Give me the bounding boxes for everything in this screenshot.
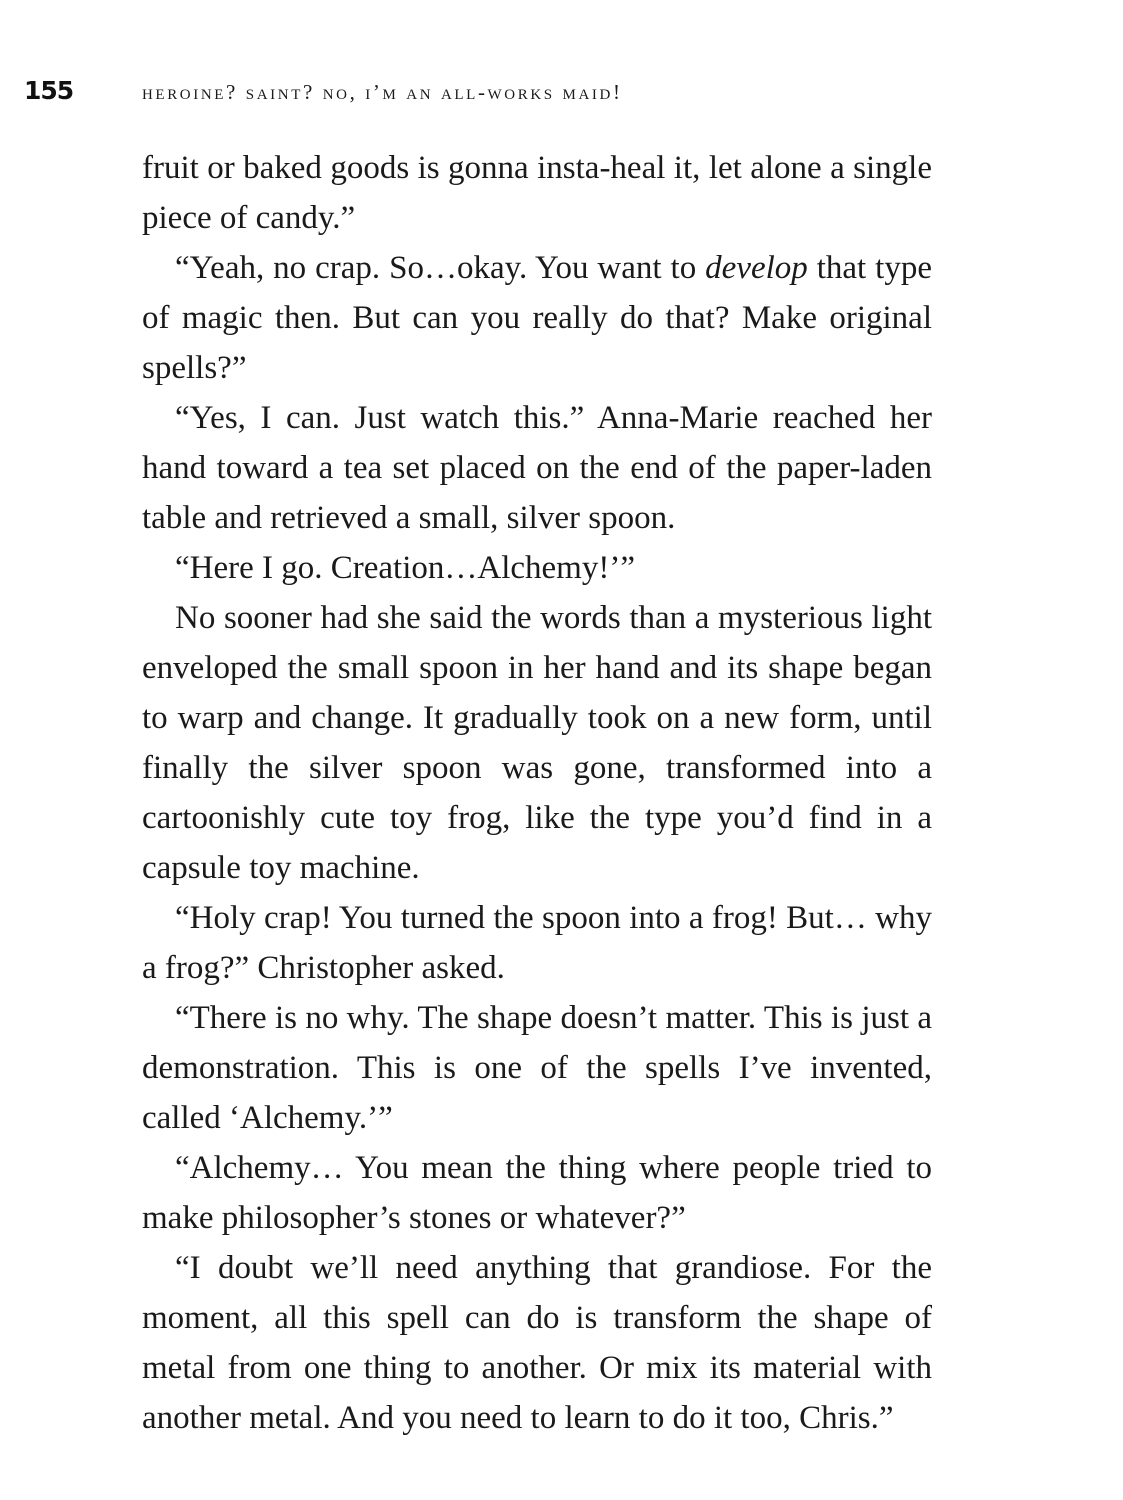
paragraph-5: No sooner had she said the words than a mysterious light enveloped the small spoon in her hand and its shape began to warp and change. It gradually took on a new form, until finally the silver spoon was gone, transformed into a cartoonishly cute toy frog, like the type you’d find in a capsule toy machine. — [142, 600, 932, 886]
book-title: heroine? saint? no, i’m an all-works maid! — [142, 80, 623, 104]
running-head — [24, 76, 623, 112]
paragraph-6: “Holy crap! You turned the spoon into a frog! But… why a frog?” Christopher asked. — [142, 900, 932, 986]
paragraph-9: “I doubt we’ll need anything that grandiose. For the moment, all this spell can do is transform the shape of metal from one thing to another. Or mix its material with another metal. And you need to learn to do it too, Chris.” — [142, 1250, 932, 1436]
paragraph-1: fruit or baked goods is gonna insta-heal it, let alone a single piece of candy.” — [142, 150, 932, 236]
body-text — [142, 143, 932, 1443]
paragraph-7: “There is no why. The shape doesn’t matter. This is just a demonstration. This is one of the spells I’ve invented, called ‘Alchemy.’” — [142, 1000, 932, 1136]
paragraph-4: “Here I go. Creation…Alchemy!’” — [175, 550, 635, 586]
paragraph-2-start: “Yeah, no crap. So…okay. You want to — [175, 250, 706, 286]
paragraph-2-end: that type of magic then. But can you really do that? Make original spells?” — [142, 250, 932, 386]
paragraph-3: “Yes, I can. Just watch this.” Anna-Marie reached her hand toward a tea set placed on the end of the paper-laden table and retrieved a small, silver spoon. — [142, 400, 932, 536]
paragraph-2 — [142, 243, 932, 393]
paragraph-8: “Alchemy… You mean the thing where people tried to make philosopher’s stones or whatever?” — [142, 1150, 932, 1236]
page-number: 155 — [24, 76, 74, 105]
emphasized-word: develop — [705, 250, 808, 286]
